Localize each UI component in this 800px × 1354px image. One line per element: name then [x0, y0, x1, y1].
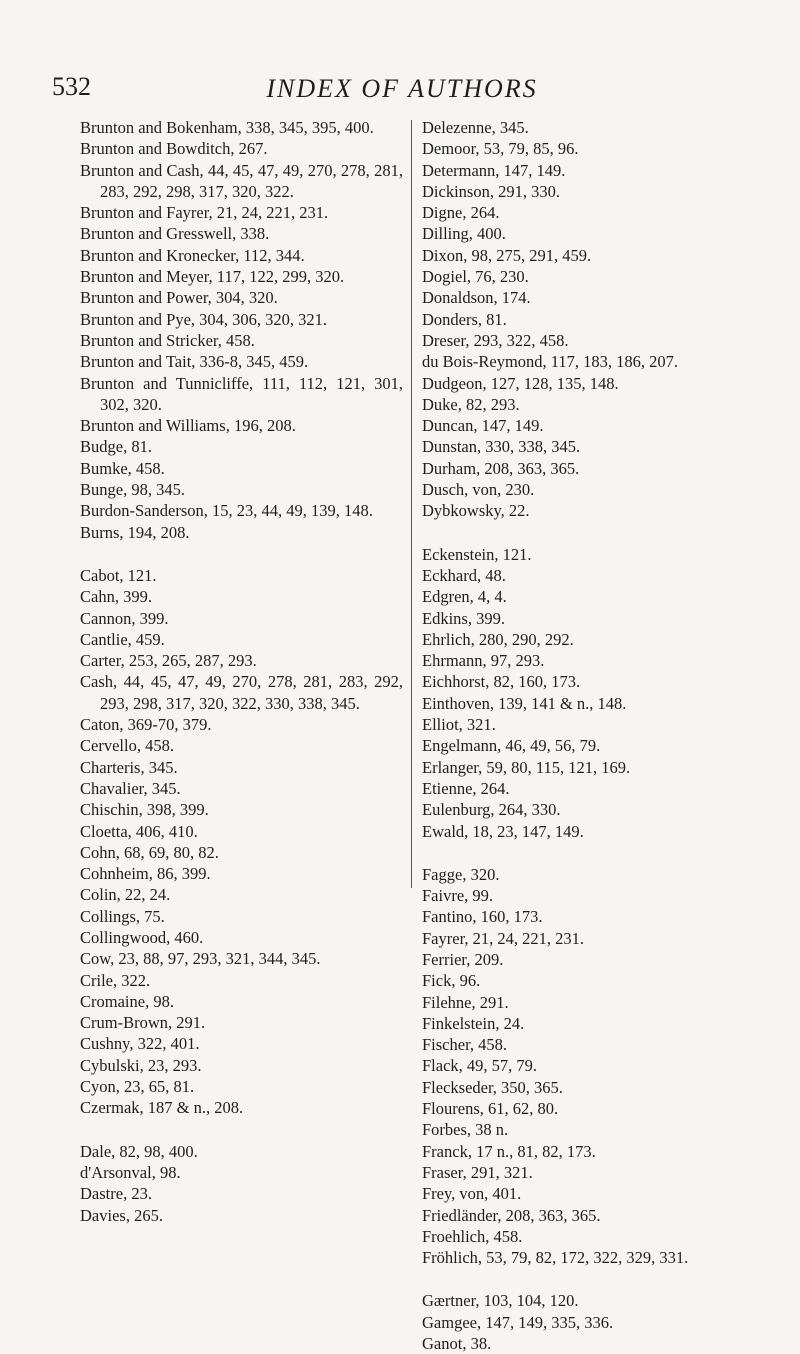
index-entry: Cahn, 399.	[80, 587, 152, 607]
index-entry: Cash, 44, 45, 47, 49, 270, 278, 281, 283, 292, 293, 298, 317, 320, 322, 330, 338, 345.	[80, 672, 403, 713]
index-entry: Cow, 23, 88, 97, 293, 321, 344, 345.	[80, 949, 321, 969]
index-entry: Fraser, 291, 321.	[422, 1162, 533, 1182]
index-entry: d'Arsonval, 98.	[80, 1162, 181, 1182]
running-title: INDEX OF AUTHORS	[266, 74, 538, 103]
index-entry: Brunton and Williams, 196, 208.	[80, 416, 296, 436]
letter-section-gap	[80, 1119, 403, 1141]
index-entry: Einthoven, 139, 141 & n., 148.	[422, 693, 627, 713]
index-entry: Edgren, 4, 4.	[422, 587, 507, 607]
index-entry: Donders, 81.	[422, 309, 507, 329]
index-entry: Fröhlich, 53, 79, 82, 172, 322, 329, 331.	[422, 1248, 689, 1268]
index-entry: Eulenburg, 264, 330.	[422, 800, 561, 820]
index-entry: Faivre, 99.	[422, 886, 494, 906]
index-column-right	[422, 117, 758, 1354]
index-entry: Brunton and Fayrer, 21, 24, 221, 231.	[80, 203, 329, 223]
index-entry: Eichhorst, 82, 160, 173.	[422, 672, 581, 692]
index-entry: Collingwood, 460.	[80, 927, 204, 947]
index-entry: Determann, 147, 149.	[422, 160, 566, 180]
index-entry: Dybkowsky, 22.	[422, 501, 530, 521]
index-entry: Finkelstein, 24.	[422, 1013, 525, 1033]
index-entry: Brunton and Meyer, 117, 122, 299, 320.	[80, 267, 345, 287]
column-divider	[411, 120, 412, 888]
index-entry: Fleckseder, 350, 365.	[422, 1077, 563, 1097]
index-entry: Brunton and Bokenham, 338, 345, 395, 400.	[80, 118, 374, 137]
index-entry: Colin, 22, 24.	[80, 885, 171, 905]
index-entry: Edkins, 399.	[422, 608, 505, 628]
index-entry: Cabot, 121.	[80, 565, 157, 585]
index-entry: Cloetta, 406, 410.	[80, 821, 198, 841]
index-entry: Froehlich, 458.	[422, 1226, 523, 1246]
index-entry: Etienne, 264.	[422, 778, 510, 798]
index-entry: Fantino, 160, 173.	[422, 907, 543, 927]
index-entry: Flack, 49, 57, 79.	[422, 1056, 538, 1076]
index-entry: Cushny, 322, 401.	[80, 1034, 200, 1054]
index-entry: Cybulski, 23, 293.	[80, 1055, 202, 1075]
index-entry: Dusch, von, 230.	[422, 480, 535, 500]
page-number: 532	[52, 72, 91, 101]
index-entry: Demoor, 53, 79, 85, 96.	[422, 139, 579, 159]
index-entry: Fischer, 458.	[422, 1035, 508, 1055]
index-entry: Brunton and Tunnicliffe, 111, 112, 121, 301, 302, 320.	[80, 373, 403, 414]
index-entry: Frey, von, 401.	[422, 1184, 522, 1204]
index-entry: Fayrer, 21, 24, 221, 231.	[422, 928, 585, 948]
index-entry: Cohnheim, 86, 399.	[80, 864, 211, 884]
index-entry: Gærtner, 103, 104, 120.	[422, 1291, 579, 1311]
index-entry: Elliot, 321.	[422, 715, 496, 735]
index-entry: Eckenstein, 121.	[422, 544, 532, 564]
index-entry: Dunstan, 330, 338, 345.	[422, 437, 581, 457]
index-entry: Gamgee, 147, 149, 335, 336.	[422, 1312, 614, 1332]
index-entry: Erlanger, 59, 80, 115, 121, 169.	[422, 757, 631, 777]
index-entry: Cervello, 458.	[80, 736, 174, 756]
index-entry: Crum-Brown, 291.	[80, 1013, 206, 1033]
index-entry: Durham, 208, 363, 365.	[422, 458, 580, 478]
index-entry: Burdon-Sanderson, 15, 23, 44, 49, 139, 148.	[80, 501, 373, 521]
index-entry: Donaldson, 174.	[422, 288, 531, 308]
index-entry: Brunton and Pye, 304, 306, 320, 321.	[80, 309, 328, 329]
index-entry: Flourens, 61, 62, 80.	[422, 1099, 559, 1119]
index-entry: Davies, 265.	[80, 1205, 163, 1225]
index-entry: Cannon, 399.	[80, 608, 169, 628]
index-entry: Brunton and Bowditch, 267.	[80, 139, 268, 159]
index-entry: Budge, 81.	[80, 437, 152, 457]
index-entry: Ferrier, 209.	[422, 949, 504, 969]
index-entry: Chavalier, 345.	[80, 778, 181, 798]
index-entry: Crile, 322.	[80, 970, 151, 990]
letter-section-gap	[422, 522, 758, 544]
index-entry: Bunge, 98, 345.	[80, 480, 185, 500]
index-entry: Ewald, 18, 23, 147, 149.	[422, 821, 584, 841]
index-entry: Dudgeon, 127, 128, 135, 148.	[422, 373, 619, 393]
letter-section-gap	[422, 842, 758, 864]
index-entry: Carter, 253, 265, 287, 293.	[80, 651, 257, 671]
index-entry: Dastre, 23.	[80, 1184, 152, 1204]
index-entry: Duke, 82, 293.	[422, 394, 520, 414]
index-entry: Friedländer, 208, 363, 365.	[422, 1205, 601, 1225]
index-entry: Fagge, 320.	[422, 864, 500, 884]
index-entry: Cohn, 68, 69, 80, 82.	[80, 842, 219, 862]
index-entry: Charteris, 345.	[80, 757, 178, 777]
index-entry: Brunton and Gresswell, 338.	[80, 224, 270, 244]
index-entry: Engelmann, 46, 49, 56, 79.	[422, 736, 601, 756]
index-entry: Brunton and Cash, 44, 45, 47, 49, 270, 278, 281, 283, 292, 298, 317, 320, 322.	[80, 160, 403, 201]
index-entry: Eckhard, 48.	[422, 565, 506, 585]
index-entry: Brunton and Power, 304, 320.	[80, 288, 278, 308]
index-entry: Burns, 194, 208.	[80, 522, 190, 542]
page-header	[52, 72, 712, 112]
index-entry: Cromaine, 98.	[80, 991, 174, 1011]
index-entry: Dixon, 98, 275, 291, 459.	[422, 245, 592, 265]
index-entry: Dale, 82, 98, 400.	[80, 1141, 198, 1161]
index-entry: Digne, 264.	[422, 203, 500, 223]
index-entry: Ehrmann, 97, 293.	[422, 651, 545, 671]
index-entry: Forbes, 38 n.	[422, 1120, 509, 1140]
index-entry: Collings, 75.	[80, 906, 165, 926]
index-entry: Ganot, 38.	[422, 1334, 492, 1354]
letter-section-gap	[80, 543, 403, 565]
index-entry: Fick, 96.	[422, 971, 481, 991]
index-entry: Caton, 369-70, 379.	[80, 715, 212, 735]
index-entry: Cantlie, 459.	[80, 629, 165, 649]
index-entry: du Bois-Reymond, 117, 183, 186, 207.	[422, 352, 679, 372]
index-entry: Franck, 17 n., 81, 82, 173.	[422, 1141, 596, 1161]
index-entry: Dickinson, 291, 330.	[422, 181, 560, 201]
index-column-left	[80, 117, 403, 1226]
index-entry: Brunton and Kronecker, 112, 344.	[80, 245, 305, 265]
index-entry: Chischin, 398, 399.	[80, 800, 209, 820]
index-entry: Dogiel, 76, 230.	[422, 267, 529, 287]
index-entry: Delezenne, 345.	[422, 118, 529, 137]
index-entry: Duncan, 147, 149.	[422, 416, 544, 436]
index-entry: Czermak, 187 & n., 208.	[80, 1098, 244, 1118]
index-entry: Brunton and Tait, 336-8, 345, 459.	[80, 352, 309, 372]
index-entry: Brunton and Stricker, 458.	[80, 330, 255, 350]
index-entry: Filehne, 291.	[422, 992, 509, 1012]
index-entry: Ehrlich, 280, 290, 292.	[422, 629, 574, 649]
index-entry: Dreser, 293, 322, 458.	[422, 330, 569, 350]
index-entry: Bumke, 458.	[80, 458, 165, 478]
index-entry: Cyon, 23, 65, 81.	[80, 1077, 195, 1097]
letter-section-gap	[422, 1268, 758, 1290]
index-entry: Dilling, 400.	[422, 224, 506, 244]
